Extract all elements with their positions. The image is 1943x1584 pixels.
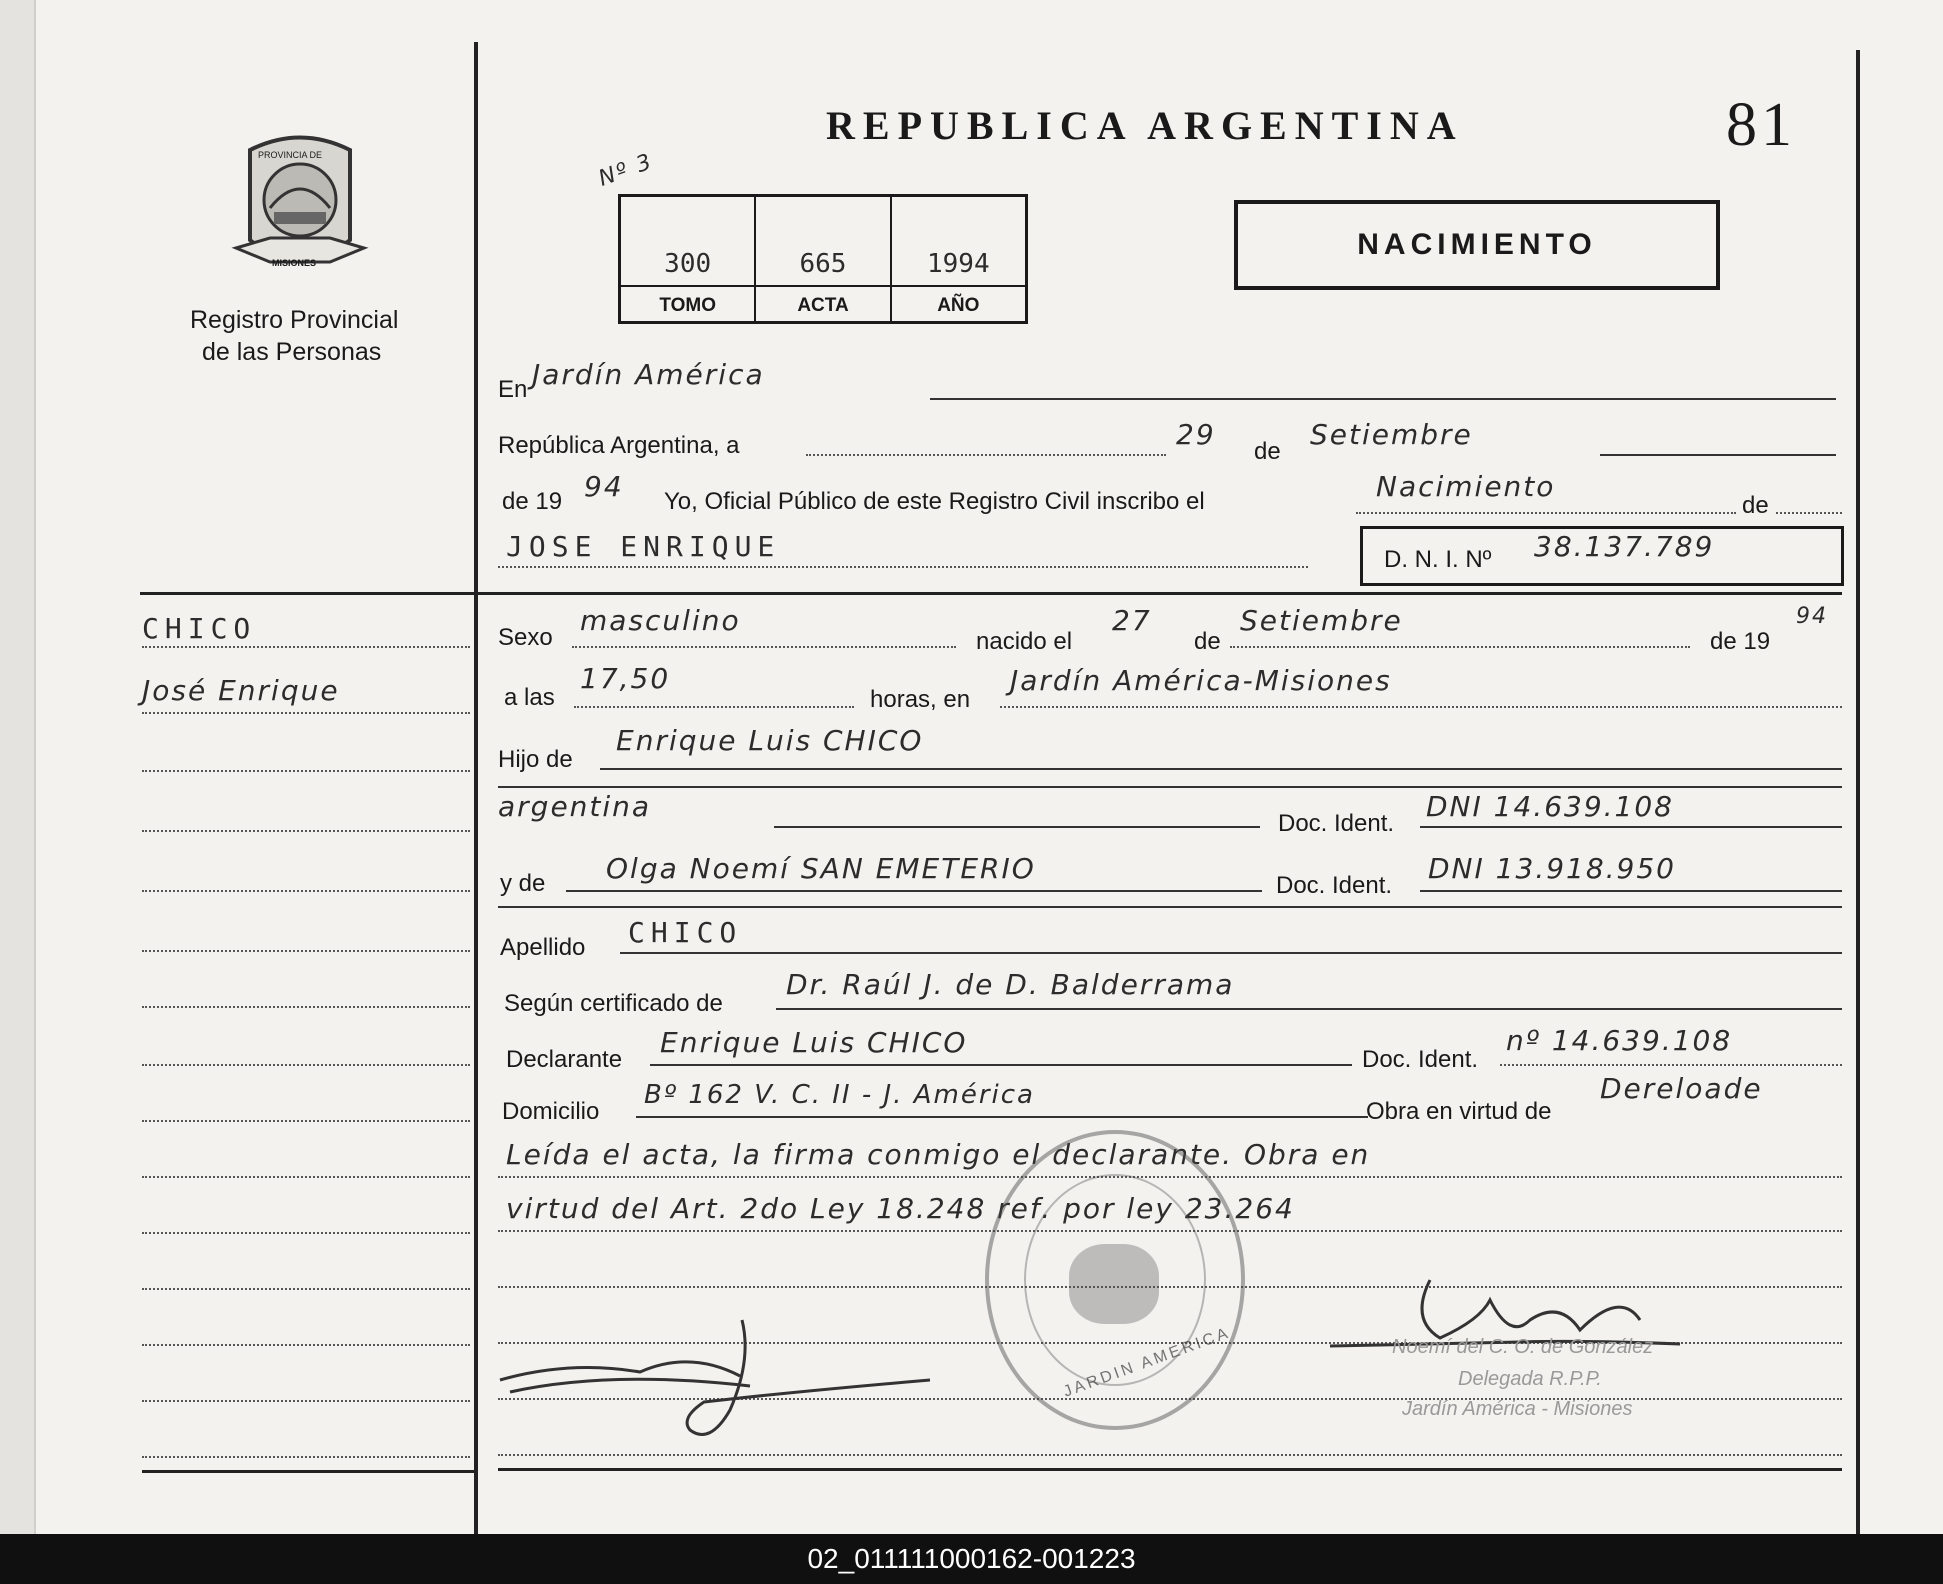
official-signature-icon xyxy=(1320,1260,1740,1380)
emblem-text-top: PROVINCIA DE xyxy=(258,150,323,160)
margin-divider xyxy=(474,42,478,1534)
acta-value: 665 xyxy=(799,249,847,279)
folio-number: 81 xyxy=(1726,91,1796,159)
field-day: 29 xyxy=(1176,418,1216,451)
rule xyxy=(574,706,854,708)
rule xyxy=(142,1232,470,1234)
rule xyxy=(142,712,470,714)
label-sexo: Sexo xyxy=(498,624,553,651)
label-obra-en-virtud: Obra en virtud de xyxy=(1366,1098,1552,1125)
field-birth-time: 17,50 xyxy=(580,662,671,695)
page-edge xyxy=(0,0,36,1534)
rule xyxy=(142,1176,470,1178)
label-dni: D. N. I. Nº xyxy=(1384,546,1492,573)
field-certificate-by: Dr. Raúl J. de D. Balderrama xyxy=(786,968,1235,1001)
seal-center-mark xyxy=(1069,1244,1159,1324)
rule xyxy=(572,646,956,648)
seal-text: JARDIN AMERICA xyxy=(1061,1324,1233,1401)
rule xyxy=(498,1454,1842,1456)
rule xyxy=(498,566,1308,568)
anio-value: 1994 xyxy=(927,249,990,279)
field-by-virtue-of: Dereloade xyxy=(1600,1072,1763,1105)
stamp-line-3: Jardín América - Misiones xyxy=(1402,1398,1633,1420)
rule xyxy=(1420,890,1842,892)
anio-label: AÑO xyxy=(937,295,980,316)
label-segun-certificado: Según certificado de xyxy=(504,990,723,1017)
field-sex: masculino xyxy=(580,604,741,637)
rule xyxy=(620,952,1842,954)
registry-line-1: Registro Provincial xyxy=(190,306,399,334)
tomo-label: TOMO xyxy=(659,295,716,316)
label-nacido-el: nacido el xyxy=(976,628,1073,655)
declarant-signature-icon xyxy=(490,1300,970,1450)
acta-cell xyxy=(756,197,891,321)
field-child-name: JOSE ENRIQUE xyxy=(506,530,781,563)
page-title: REPUBLICA ARGENTINA xyxy=(826,103,1464,148)
label-de-19: de 19 xyxy=(502,488,563,515)
label-domicilio: Domicilio xyxy=(502,1098,600,1125)
stamp-line-2: Delegada R.P.P. xyxy=(1458,1368,1602,1390)
label-yo-oficial: Yo, Oficial Público de este Registro Civil inscribo el xyxy=(664,488,1205,515)
rule xyxy=(774,826,1260,828)
rule xyxy=(930,398,1836,400)
field-declarant-doc: nº 14.639.108 xyxy=(1506,1024,1733,1057)
field-declarant: Enrique Luis CHICO xyxy=(660,1026,968,1059)
rule xyxy=(806,454,1166,456)
field-address: Bº 162 V. C. II - J. América xyxy=(644,1080,1035,1110)
rule xyxy=(776,1008,1842,1010)
label-de-month: de xyxy=(1254,438,1281,465)
tomo-value: 300 xyxy=(664,249,712,279)
rule xyxy=(142,1344,470,1346)
label-de-birth-month: de xyxy=(1194,628,1221,655)
rule xyxy=(142,1400,470,1402)
right-frame-line xyxy=(1856,50,1860,1534)
field-father: Enrique Luis CHICO xyxy=(616,724,924,757)
rule xyxy=(142,770,470,772)
anio-cell xyxy=(892,197,1025,321)
handwritten-number-mark: Nº 3 xyxy=(595,149,657,192)
margin-surname: CHICO xyxy=(142,612,257,645)
rule xyxy=(1230,646,1690,648)
field-birth-place: Jardín América-Misiones xyxy=(1010,664,1392,697)
label-horas-en: horas, en xyxy=(870,686,971,713)
field-father-nationality: argentina xyxy=(498,790,652,823)
rule xyxy=(142,950,470,952)
rule xyxy=(1000,706,1842,708)
label-de-act: de xyxy=(1742,492,1769,519)
label-de-19-birth: de 19 xyxy=(1710,628,1771,655)
record-type-box: NACIMIENTO xyxy=(1234,200,1720,290)
rule xyxy=(142,1456,470,1458)
label-republica: República Argentina, a xyxy=(498,432,740,459)
label-en: En xyxy=(498,376,528,403)
rule xyxy=(1356,512,1736,514)
field-act: Nacimiento xyxy=(1376,470,1556,503)
stamp-line-1: Noemí del C. O. de González xyxy=(1392,1336,1654,1358)
margin-given-names: José Enrique xyxy=(142,674,340,707)
field-notes-line-1: Leída el acta, la firma conmigo el declarante. Obra en xyxy=(506,1138,1371,1171)
field-birth-day: 27 xyxy=(1112,604,1152,637)
field-place: Jardín América xyxy=(532,358,765,391)
field-birth-year-suffix: 94 xyxy=(1796,604,1828,629)
rule xyxy=(142,646,470,648)
rule xyxy=(1600,454,1836,456)
field-mother-doc: DNI 13.918.950 xyxy=(1428,852,1676,885)
official-seal xyxy=(985,1130,1245,1430)
rule xyxy=(636,1116,1368,1118)
field-birth-month: Setiembre xyxy=(1240,604,1403,637)
rule xyxy=(142,890,470,892)
rule xyxy=(1776,512,1842,514)
label-doc-ident-father: Doc. Ident. xyxy=(1278,810,1395,837)
tomo-cell xyxy=(621,197,756,321)
registry-line-2: de las Personas xyxy=(202,338,382,366)
rule xyxy=(1420,826,1842,828)
rule xyxy=(142,830,470,832)
field-surname: CHICO xyxy=(628,916,743,949)
rule xyxy=(142,1064,470,1066)
rule xyxy=(566,890,1262,892)
rule xyxy=(1500,1064,1842,1066)
image-caption: 02_011111000162-001223 xyxy=(807,1543,1136,1574)
field-month: Setiembre xyxy=(1310,418,1473,451)
tomo-acta-table xyxy=(618,194,1028,324)
label-y-de: y de xyxy=(500,870,546,897)
rule xyxy=(498,906,1842,908)
rule xyxy=(142,1120,470,1122)
rule xyxy=(600,768,1842,770)
field-father-doc: DNI 14.639.108 xyxy=(1426,790,1674,823)
field-dni-number: 38.137.789 xyxy=(1534,530,1715,563)
margin-bottom-rule xyxy=(142,1470,474,1473)
label-apellido: Apellido xyxy=(500,934,586,961)
field-notes-line-2: virtud del Art. 2do Ley 18.248 ref. por ley 23.264 xyxy=(506,1192,1295,1225)
field-year-suffix: 94 xyxy=(584,470,624,503)
label-a-las: a las xyxy=(504,684,555,711)
rule xyxy=(498,786,1842,788)
label-doc-ident-mother: Doc. Ident. xyxy=(1276,872,1393,899)
field-mother: Olga Noemí SAN EMETERIO xyxy=(606,852,1036,885)
label-hijo-de: Hijo de xyxy=(498,746,573,773)
rule xyxy=(142,1006,470,1008)
label-declarante: Declarante xyxy=(506,1046,623,1073)
acta-label: ACTA xyxy=(797,295,849,316)
label-doc-ident-declarant: Doc. Ident. xyxy=(1362,1046,1479,1073)
rule xyxy=(650,1064,1352,1066)
bottom-rule xyxy=(498,1468,1842,1471)
rule xyxy=(142,1288,470,1290)
emblem-text-bottom: MISIONES xyxy=(272,258,317,268)
section-rule xyxy=(140,592,1842,595)
